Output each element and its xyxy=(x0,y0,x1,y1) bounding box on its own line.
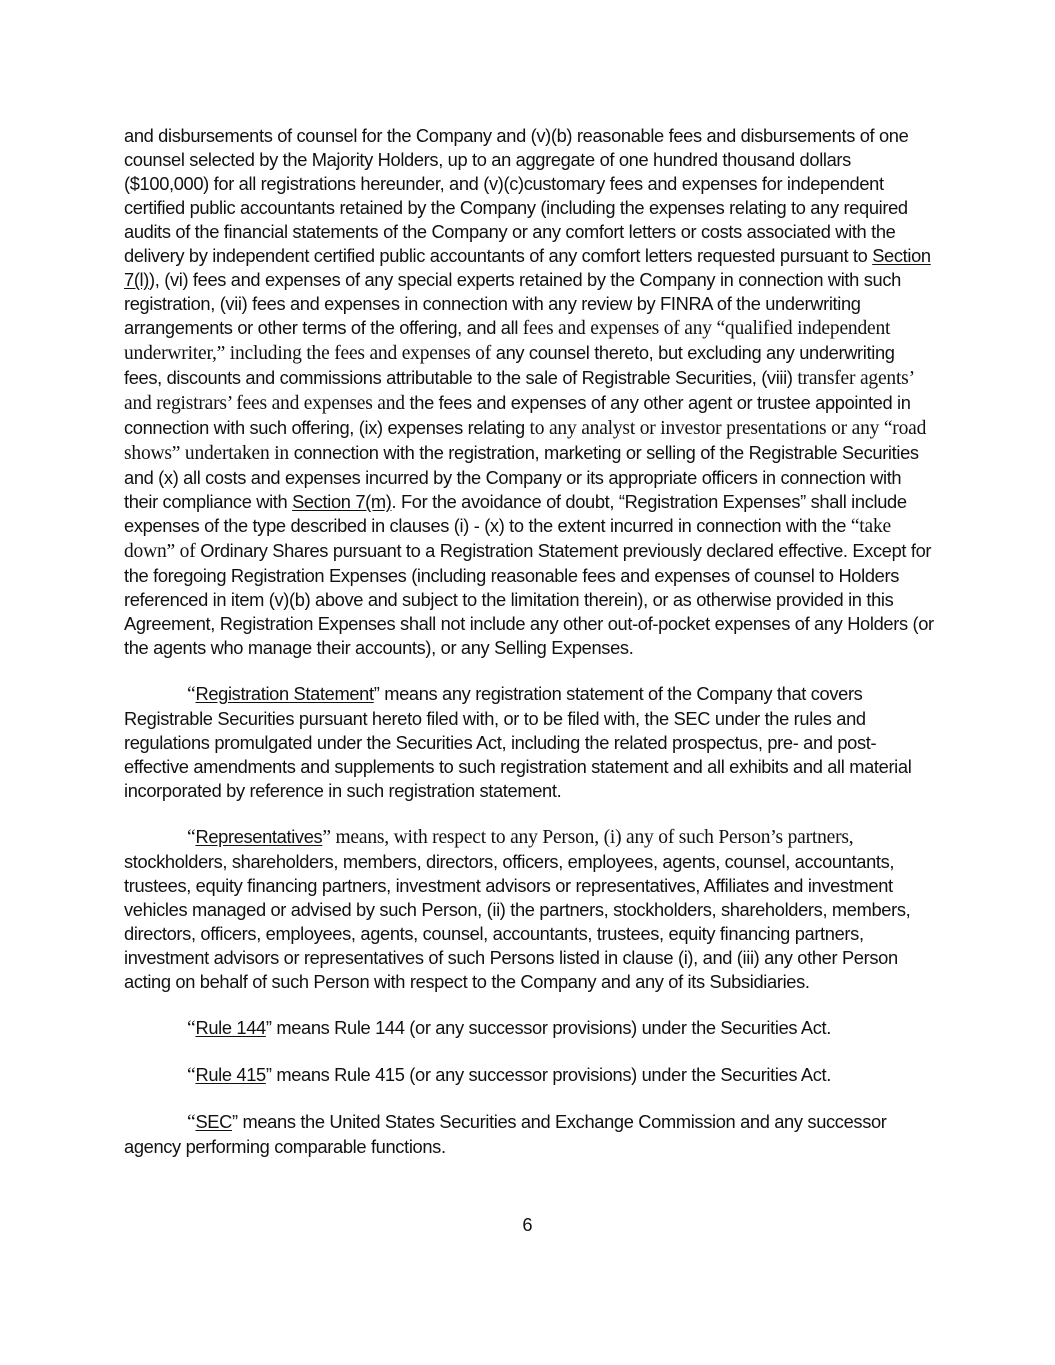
text-run-serif: fees and expenses of any “qualified independent underwriter,” including the fees and expenses of xyxy=(124,318,891,364)
text-run: . For the avoidance of doubt, “Registration Expenses” shall include expenses of the type described in clauses (i) - (x) to the extent incurred in connection with the xyxy=(124,491,907,536)
defined-term: Registration Statement xyxy=(195,683,374,704)
definition-body: ” means any registration statement of the Company that covers Registrable Securities pursuant hereto filed with, or to be filed with, the SEC under the rules and regulations promulgated under the Securities Act, including the related prospectus, pre- and post-effective amendments and supplements to such registration statement and all exhibits and all material incorporated by reference in such registration statement. xyxy=(124,683,912,801)
text-run: Ordinary Shares pursuant to a Registration Statement previously declared effective. Except for the foregoing Registration Expenses (including reasonable fees and expenses of counsel to Holders referenced in item (v)(b) above and subject to the limitation therein), or as otherwise provided in this Agreement, Registration Expenses shall not include any other out-of-pocket expenses of any Holders (or the agents who manage their accounts), or any Selling Expenses. xyxy=(124,540,934,658)
text-run: ), (vi) fees and expenses of any special experts retained by the Company in connection with such registration, (vii) fees and expenses in connection with any review by FINRA of the underwriting arrangements or other terms of the offering, and all xyxy=(124,269,901,338)
definition-rule-415 xyxy=(124,1063,934,1088)
definition-sec xyxy=(124,1110,934,1159)
page-number: 6 xyxy=(522,1214,533,1235)
definition-body: ” means the United States Securities and Exchange Commission and any successor agency performing comparable functions. xyxy=(124,1111,887,1157)
open-quote: “ xyxy=(187,1065,196,1086)
text-run: and disbursements of counsel for the Company and (v)(b) reasonable fees and disbursements of one counsel selected by the Majority Holders, up to an aggregate of one hundred thousand dollars ($100,000) for all registrations hereunder, and (v)(c)customary fees and expenses for independent certified public accountants retained by the Company (including the expenses relating to any required audits of the financial statements of the Company or any comfort letters or costs associated with the delivery by independent certified public accountants of any comfort letters requested pursuant to xyxy=(124,125,909,266)
text-run: any counsel thereto, but excluding any underwriting fees, discounts and commissions attributable to the sale of Registrable Securities, (viii) xyxy=(124,342,895,388)
defined-term: Representatives xyxy=(195,826,323,847)
definition-body: stockholders, shareholders, members, directors, officers, employees, agents, counsel, accountants, trustees, equity financing partners, investment advisors or representatives, Affiliates and investment vehicles managed or advised by such Person, (ii) the partners, stockholders, shareholders, members, directors, officers, employees, agents, counsel, accountants, trustees, equity financing partners, investment advisors or representatives of such Persons listed in clause (i), and (iii) any other Person acting on behalf of such Person with respect to the Company and any of its Subsidiaries. xyxy=(124,851,911,992)
definition-registration-statement xyxy=(124,682,934,803)
defined-term: Rule 144 xyxy=(195,1017,266,1038)
defined-term: Rule 415 xyxy=(195,1064,266,1085)
open-quote: “ xyxy=(187,1112,196,1133)
definition-body-serif: ” means, with respect to any Person, (i) any of such Person’s partners, xyxy=(322,827,854,848)
open-quote: “ xyxy=(187,684,196,705)
open-quote: “ xyxy=(187,1018,196,1039)
defined-term: SEC xyxy=(195,1111,233,1132)
text-run: connection with the registration, marketing or selling of the Registrable Securities and (x) all costs and expenses incurred by the Company or its appropriate officers in connection with their compliance with xyxy=(124,442,919,512)
definition-rule-144 xyxy=(124,1016,934,1041)
text-run-serif: transfer agents’ and registrars’ fees and expenses and xyxy=(124,368,914,414)
document-page xyxy=(124,124,934,1181)
text-run-serif: to any analyst or investor presentations or any “road shows” undertaken in xyxy=(124,418,927,464)
text-run: the fees and expenses of any other agent or trustee appointed in connection with such offering, (ix) expenses relating xyxy=(124,392,911,438)
section-7l-reference: Section 7(l) xyxy=(124,245,931,290)
definition-body: ” means Rule 415 (or any successor provisions) under the Securities Act. xyxy=(265,1064,832,1085)
open-quote: “ xyxy=(187,827,196,848)
definition-body: ” means Rule 144 (or any successor provisions) under the Securities Act. xyxy=(265,1017,832,1038)
section-7m-reference: Section 7(m) xyxy=(292,491,392,512)
text-run-serif: “take down” of xyxy=(124,516,891,562)
definition-representatives xyxy=(124,825,934,994)
paragraph-registration-expenses-continued xyxy=(124,124,934,660)
